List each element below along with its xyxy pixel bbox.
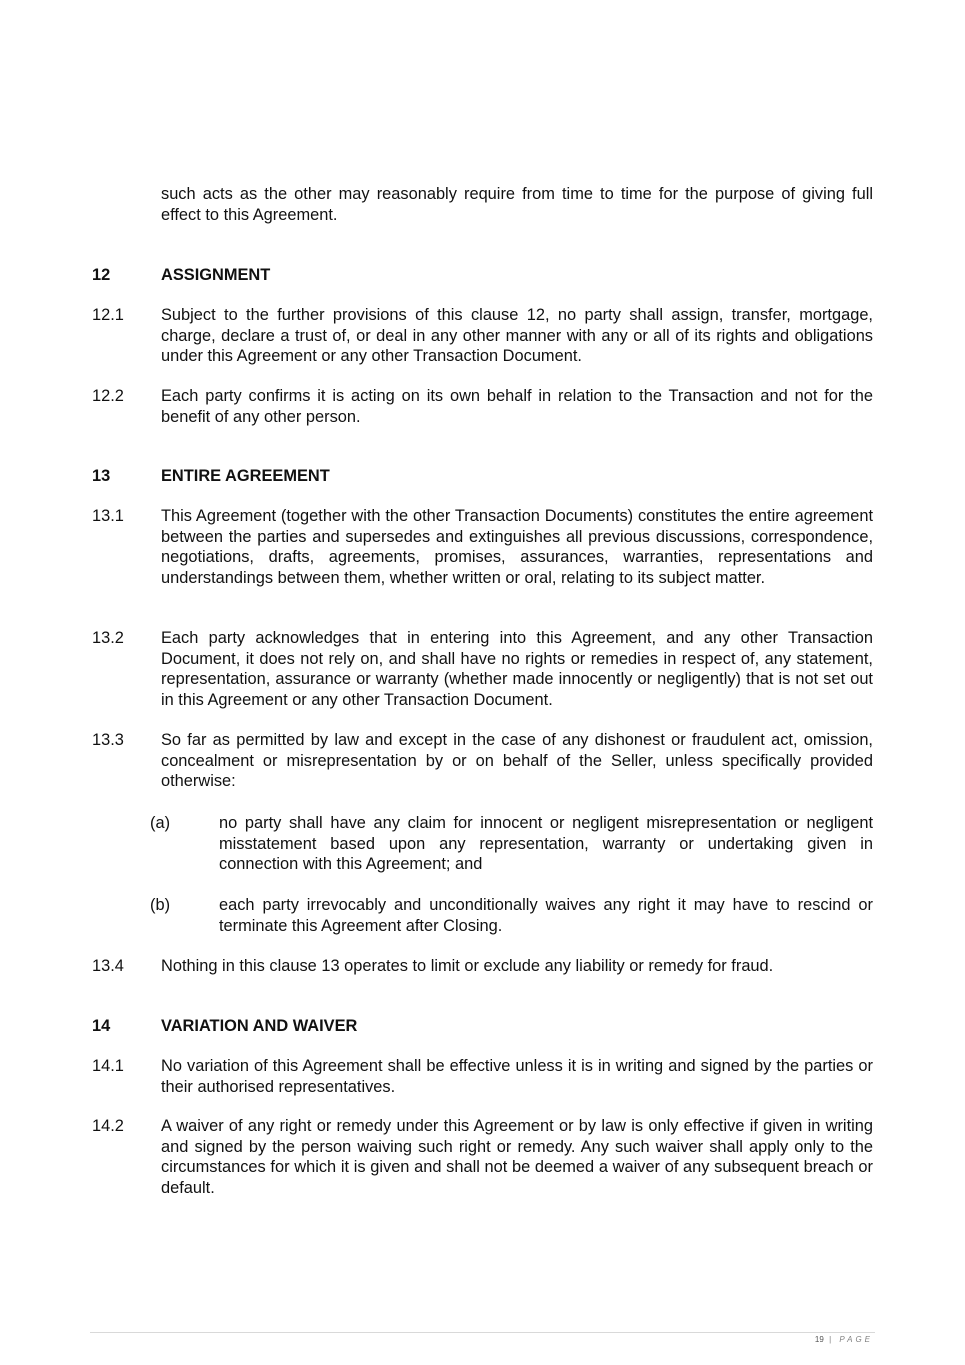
intro-paragraph: such acts as the other may reasonably require from time to time for the purpose of giving full effect to this Agreement. [161, 185, 873, 224]
clause-13-3-text: So far as permitted by law and except in the case of any dishonest or fraudulent act, omission, concealment or misrepresentation by or on behalf of the Seller, unless specifically provided otherwise: [161, 731, 873, 791]
clause-13-1-number: 13.1 [92, 507, 124, 525]
footer-separator: | [829, 1335, 835, 1344]
clause-13-3-b-label: (b) [150, 896, 171, 914]
section-13-title: ENTIRE AGREEMENT [161, 467, 330, 485]
section-12-number: 12 [92, 266, 111, 284]
footer-divider [90, 1332, 875, 1333]
page-number: 19 [814, 1335, 824, 1344]
clause-13-1-text: This Agreement (together with the other Transaction Documents) constitutes the entire agreement between the parties and supersedes and extinguishes all previous discussions, correspondence, negotiations, drafts, agreements, promises, assurances, warranties, representations and understandings between them, whether written or oral, relating to its subject matter. [161, 507, 873, 587]
section-14-number: 14 [92, 1017, 111, 1035]
clause-14-2-text: A waiver of any right or remedy under this Agreement or by law is only effective if given in writing and signed by the person waiving such right or remedy. Any such waiver shall apply only to the circumstances for which it is given and shall not be deemed a waiver of any subsequent breach or default. [161, 1117, 873, 1197]
section-13-number: 13 [92, 467, 111, 485]
clause-12-2-text: Each party confirms it is acting on its own behalf in relation to the Transaction and not for the benefit of any other person. [161, 387, 873, 426]
footer-page-label: PAGE [839, 1335, 873, 1344]
clause-12-1-number: 12.1 [92, 306, 124, 324]
section-12-title: ASSIGNMENT [161, 266, 271, 284]
clause-13-2-text: Each party acknowledges that in entering into this Agreement, and any other Transaction Document, it does not rely on, and shall have no rights or remedies in respect of, any statement, representation, assurance or warranty (whether made innocently or negligently) that is not set out in this Agreement or any other Transaction Document. [161, 629, 873, 709]
section-14-title: VARIATION AND WAIVER [161, 1017, 358, 1035]
clause-14-1-number: 14.1 [92, 1057, 124, 1075]
clause-13-4-text: Nothing in this clause 13 operates to limit or exclude any liability or remedy for fraud. [161, 957, 774, 975]
clause-14-2-number: 14.2 [92, 1117, 124, 1135]
clause-12-1-text: Subject to the further provisions of this clause 12, no party shall assign, transfer, mortgage, charge, declare a trust of, or deal in any other manner with any or all of its rights and obligations under this Agreement or any other Transaction Document. [161, 306, 873, 366]
clause-12-2-number: 12.2 [92, 387, 124, 405]
clause-14-1-text: No variation of this Agreement shall be effective unless it is in writing and signed by the parties or their authorised representatives. [161, 1057, 873, 1096]
clause-13-3-a-text: no party shall have any claim for innocent or negligent misrepresentation or negligent misstatement based upon any representation, warranty or undertaking given in connection with this Agreement; and [219, 814, 873, 874]
clause-13-4-number: 13.4 [92, 957, 124, 975]
clause-13-3-b-text: each party irrevocably and unconditionally waives any right it may have to rescind or terminate this Agreement after Closing. [219, 896, 873, 935]
clause-13-3-a-label: (a) [150, 814, 171, 832]
clause-13-3-number: 13.3 [92, 731, 124, 749]
clause-13-2-number: 13.2 [92, 629, 124, 647]
page-footer [815, 1335, 873, 1344]
